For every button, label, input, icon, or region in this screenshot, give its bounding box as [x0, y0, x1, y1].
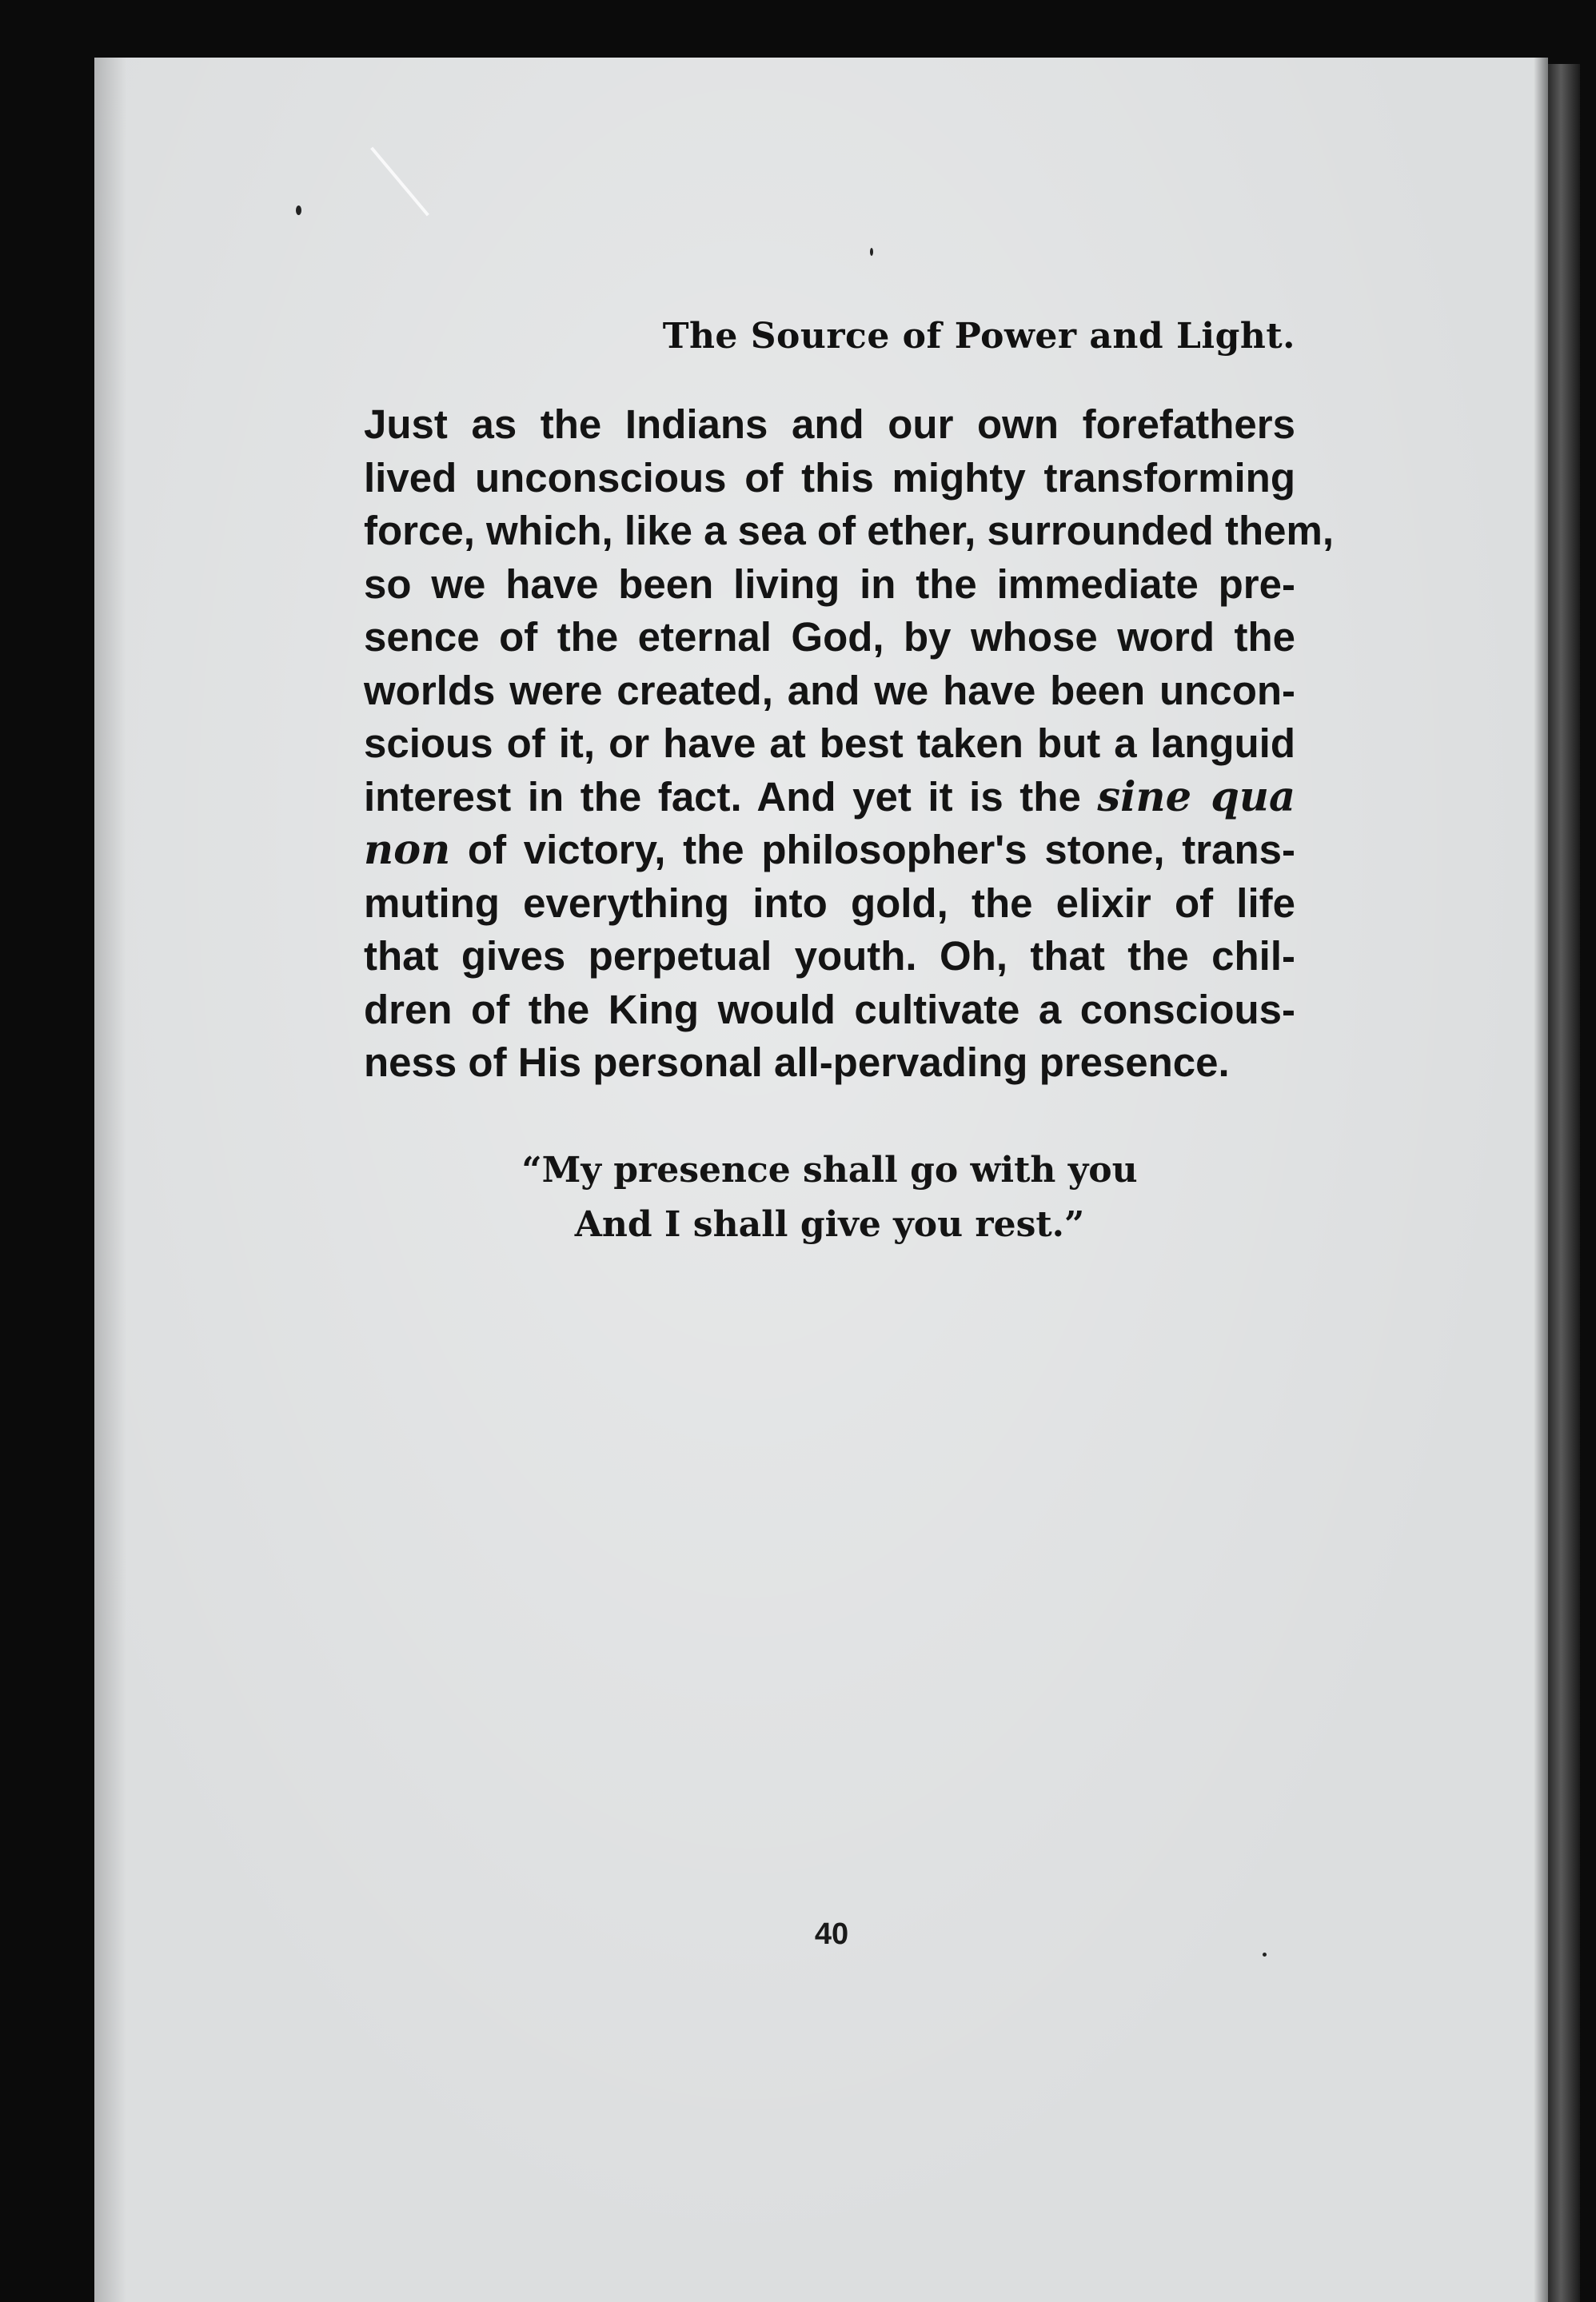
scan-speck — [1263, 1953, 1267, 1957]
text-line: worlds were created, and we have been uncon- — [364, 667, 1295, 713]
page-number: 40 — [814, 1917, 849, 1951]
quote-line: “My presence shall go with you — [521, 1150, 1138, 1191]
text-line: so we have been living in the immediate pre- — [364, 561, 1295, 607]
text-segment: of victory, the philosopher's stone, trans- — [450, 827, 1295, 872]
text-line: lived unconscious of this mighty transforming — [364, 454, 1295, 501]
text-line: Just as the Indians and our own forefathers — [364, 401, 1295, 447]
text-line: ness of His personal all-pervading presence. — [364, 1039, 1230, 1085]
text-line — [364, 824, 1295, 877]
body-paragraph — [364, 398, 1334, 1090]
scan-speck — [870, 248, 873, 256]
italic-phrase: sine qua — [1097, 772, 1295, 821]
running-head: The Source of Power and Light. — [662, 316, 1295, 357]
quote-line: And I shall give you rest.” — [574, 1204, 1085, 1245]
text-line: force, which, like a sea of ether, surrounded them, — [364, 508, 1334, 553]
text-line: scious of it, or have at best taken but a languid — [364, 720, 1295, 766]
text-line: that gives perpetual youth. Oh, that the chil- — [364, 933, 1295, 979]
text-line — [364, 771, 1295, 824]
scan-speck — [296, 205, 301, 215]
text-segment: interest in the fact. And yet it is the — [364, 773, 1098, 820]
text-line: sence of the eternal God, by whose word the — [364, 614, 1295, 660]
blackletter-quote — [364, 1143, 1295, 1252]
page-gutter-shadow — [1534, 58, 1548, 2302]
adjacent-page-edge — [1548, 64, 1580, 2302]
text-line: muting everything into gold, the elixir of life — [364, 880, 1295, 926]
italic-phrase: non — [364, 826, 451, 874]
text-line: dren of the King would cultivate a conscious- — [364, 986, 1295, 1032]
scan-scratch — [370, 147, 429, 217]
